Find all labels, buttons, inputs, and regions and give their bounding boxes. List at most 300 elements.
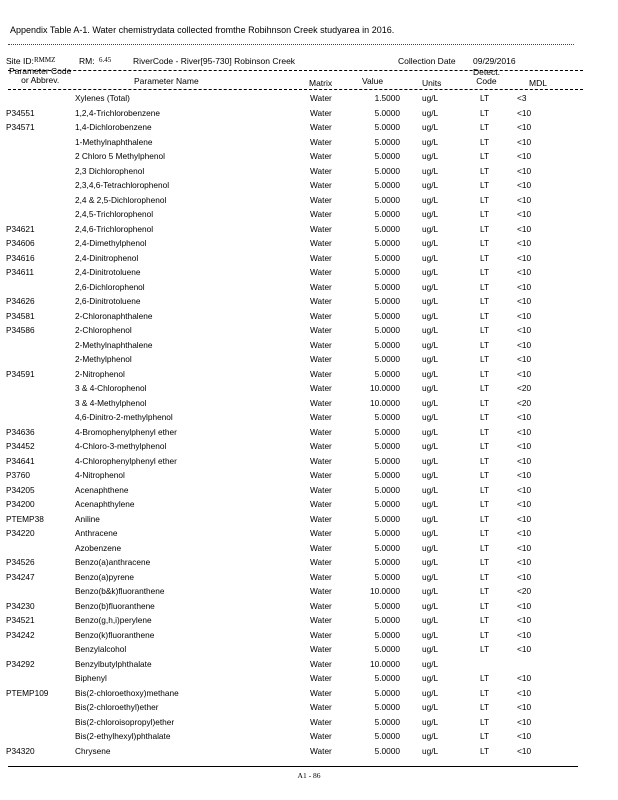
mdl: <10: [517, 542, 532, 553]
matrix: Water: [310, 136, 332, 147]
matrix: Water: [310, 339, 332, 350]
parameter-code: P34247: [6, 571, 35, 582]
units: ug/L: [422, 542, 439, 553]
mdl: <10: [517, 513, 532, 524]
parameter-name: Benzo(k)fluoranthene: [75, 629, 155, 640]
parameter-name: Benzo(a)anthracene: [75, 557, 151, 567]
parameter-code: P34320: [6, 745, 35, 756]
value: 5.0000: [374, 600, 400, 611]
units: ug/L: [422, 499, 439, 509]
parameter-name: 2,3,4,6-Tetrachlorophenol: [75, 180, 170, 190]
parameter-name: 4,6-Dinitro-2-methylphenol: [75, 412, 173, 422]
mdl: <10: [517, 238, 532, 248]
mdl: <10: [517, 687, 532, 698]
value: 5.0000: [374, 354, 400, 364]
detect-code: LT: [480, 136, 490, 147]
table-row: [0, 657, 618, 672]
mdl: <10: [517, 122, 532, 132]
matrix: Water: [310, 702, 332, 712]
table-row: [0, 555, 618, 570]
table-row: [0, 236, 618, 251]
units: ug/L: [422, 136, 439, 147]
mdl: <10: [517, 136, 532, 147]
matrix: Water: [310, 731, 332, 741]
units: ug/L: [422, 296, 439, 306]
mdl: <10: [517, 571, 532, 582]
table-row: [0, 164, 618, 179]
units: ug/L: [422, 441, 439, 451]
table-row: [0, 425, 618, 440]
parameter-name: Acenaphthylene: [75, 499, 135, 509]
mdl: <10: [517, 600, 532, 611]
detect-code: LT: [480, 281, 490, 292]
table-row: [0, 135, 618, 150]
parameter-code: P3760: [6, 470, 30, 480]
table-row: [0, 323, 618, 338]
column-header-matrix: Matrix: [309, 78, 333, 88]
matrix: Water: [310, 557, 332, 567]
column-header-value: Value: [362, 76, 384, 86]
river-code: RiverCode - River[95-730] Robinson Creek: [133, 56, 296, 66]
parameter-code: P34200: [6, 499, 35, 509]
value: 10.0000: [370, 383, 400, 393]
matrix: Water: [310, 586, 332, 596]
units: ug/L: [422, 93, 439, 103]
matrix: Water: [310, 93, 332, 103]
table-row: [0, 265, 618, 280]
table-row: [0, 700, 618, 715]
detect-code: LT: [480, 542, 490, 553]
table-row: [0, 468, 618, 483]
mdl: <10: [517, 223, 532, 234]
detect-code: LT: [480, 368, 490, 379]
units: ug/L: [422, 412, 439, 422]
collection-date-label: Collection Date: [398, 56, 456, 66]
matrix: Water: [310, 397, 332, 408]
value: 5.0000: [374, 180, 400, 190]
value: 5.0000: [374, 499, 400, 509]
value: 5.0000: [374, 151, 400, 161]
mdl: <10: [517, 180, 532, 190]
value: 1.5000: [374, 93, 400, 103]
units: ug/L: [422, 209, 439, 219]
table-row: [0, 613, 618, 628]
mdl: <10: [517, 151, 532, 161]
parameter-name: Bis(2-chloroethyl)ether: [75, 702, 159, 712]
mdl: <10: [517, 731, 532, 741]
mdl: <10: [517, 107, 532, 118]
parameter-name: 4-Bromophenylphenyl ether: [75, 426, 177, 437]
mdl: <10: [517, 629, 532, 640]
detect-code: LT: [480, 644, 490, 654]
table-row: [0, 352, 618, 367]
results-table: [0, 91, 618, 758]
parameter-name: 2,6-Dichlorophenol: [75, 281, 145, 292]
detect-code: LT: [480, 615, 490, 625]
mdl: <10: [517, 528, 532, 538]
detect-code: LT: [480, 673, 490, 683]
table-row: [0, 149, 618, 164]
parameter-code: P34526: [6, 557, 35, 567]
parameter-name: Benzylalcohol: [75, 644, 127, 654]
units: ug/L: [422, 310, 439, 321]
parameter-code: P34452: [6, 441, 35, 451]
mdl: <10: [517, 499, 532, 509]
mdl: <10: [517, 615, 532, 625]
mdl: <10: [517, 484, 532, 495]
parameter-name: Biphenyl: [75, 673, 107, 683]
matrix: Water: [310, 745, 332, 756]
mdl: <10: [517, 644, 532, 654]
table-row: [0, 222, 618, 237]
mdl: <10: [517, 339, 532, 350]
mdl: <3: [517, 93, 527, 103]
matrix: Water: [310, 209, 332, 219]
mdl: <10: [517, 165, 532, 176]
detect-code: LT: [480, 296, 490, 306]
mdl: <10: [517, 557, 532, 567]
detect-code: LT: [480, 412, 490, 422]
detect-code: LT: [480, 731, 490, 741]
mdl: <10: [517, 412, 532, 422]
matrix: Water: [310, 107, 332, 118]
value: 5.0000: [374, 310, 400, 321]
detect-code: LT: [480, 455, 490, 466]
value: 5.0000: [374, 528, 400, 538]
parameter-name: 1,2,4-Trichlorobenzene: [75, 107, 161, 118]
matrix: Water: [310, 310, 332, 321]
matrix: Water: [310, 252, 332, 263]
value: 5.0000: [374, 644, 400, 654]
matrix: Water: [310, 325, 332, 335]
value: 5.0000: [374, 368, 400, 379]
units: ug/L: [422, 325, 439, 335]
matrix: Water: [310, 165, 332, 176]
parameter-code: P34220: [6, 528, 35, 538]
mdl: <10: [517, 745, 532, 756]
parameter-name: Azobenzene: [75, 542, 122, 553]
value: 5.0000: [374, 687, 400, 698]
mdl: <10: [517, 354, 532, 364]
detect-code: LT: [480, 122, 490, 132]
detect-code: LT: [480, 571, 490, 582]
parameter-name: 2-Chloronaphthalene: [75, 310, 153, 321]
column-header-detect-code: Detect. Code: [473, 67, 500, 86]
detect-code: LT: [480, 339, 490, 350]
parameter-name: Benzo(b&k)fluoranthene: [75, 586, 165, 596]
parameter-code: P34571: [6, 122, 35, 132]
mdl: <10: [517, 716, 532, 727]
table-row: [0, 686, 618, 701]
table-row: [0, 512, 618, 527]
units: ug/L: [422, 644, 439, 654]
matrix: Water: [310, 716, 332, 727]
parameter-code: P34636: [6, 426, 35, 437]
mdl: <20: [517, 397, 532, 408]
mdl: <10: [517, 455, 532, 466]
detect-code: LT: [480, 600, 490, 611]
matrix: Water: [310, 180, 332, 190]
footer-divider: [8, 766, 578, 767]
table-row: [0, 642, 618, 657]
units: ug/L: [422, 745, 439, 756]
parameter-name: 2,4-Dinitrophenol: [75, 252, 139, 263]
detect-code: LT: [480, 441, 490, 451]
parameter-name: Acenaphthene: [75, 484, 129, 495]
table-row: [0, 671, 618, 686]
value: 5.0000: [374, 223, 400, 234]
matrix: Water: [310, 600, 332, 611]
table-row: [0, 483, 618, 498]
parameter-name: 2-Nitrophenol: [75, 368, 125, 379]
parameter-name: Bis(2-chloroethoxy)methane: [75, 687, 179, 698]
table-row: [0, 599, 618, 614]
value: 5.0000: [374, 165, 400, 176]
parameter-name: 2,4,6-Trichlorophenol: [75, 223, 154, 234]
parameter-code: P34521: [6, 615, 35, 625]
value: 5.0000: [374, 745, 400, 756]
parameter-name: Xylenes (Total): [75, 93, 130, 103]
matrix: Water: [310, 615, 332, 625]
table-row: [0, 381, 618, 396]
detect-code: LT: [480, 325, 490, 335]
parameter-name: Bis(2-chloroisopropyl)ether: [75, 716, 175, 727]
table-row: [0, 251, 618, 266]
matrix: Water: [310, 267, 332, 277]
mdl: <10: [517, 441, 532, 451]
value: 5.0000: [374, 281, 400, 292]
value: 5.0000: [374, 455, 400, 466]
matrix: Water: [310, 238, 332, 248]
table-row: [0, 715, 618, 730]
matrix: Water: [310, 426, 332, 437]
table-row: [0, 193, 618, 208]
parameter-code: P34621: [6, 223, 35, 234]
mdl: <10: [517, 426, 532, 437]
table-row: [0, 497, 618, 512]
units: ug/L: [422, 731, 439, 741]
mdl: <10: [517, 310, 532, 321]
value: 10.0000: [370, 658, 400, 669]
header-bottom-divider: [8, 89, 583, 90]
collection-date-value: 09/29/2016: [473, 56, 516, 66]
value: 5.0000: [374, 325, 400, 335]
parameter-name: 4-Nitrophenol: [75, 470, 125, 480]
detect-code: LT: [480, 354, 490, 364]
value: 5.0000: [374, 615, 400, 625]
value: 5.0000: [374, 484, 400, 495]
units: ug/L: [422, 470, 439, 480]
detect-code: LT: [480, 180, 490, 190]
units: ug/L: [422, 557, 439, 567]
table-row: [0, 294, 618, 309]
value: 5.0000: [374, 629, 400, 640]
parameter-name: 2-Methylphenol: [75, 354, 132, 364]
detect-code: LT: [480, 165, 490, 176]
units: ug/L: [422, 383, 439, 393]
parameter-name: 2-Methylnaphthalene: [75, 339, 153, 350]
parameter-name: 2,4-Dimethylphenol: [75, 238, 147, 248]
matrix: Water: [310, 194, 332, 205]
value: 5.0000: [374, 107, 400, 118]
detect-code: LT: [480, 716, 490, 727]
units: ug/L: [422, 615, 439, 625]
table-row: [0, 367, 618, 382]
parameter-code: P34616: [6, 252, 35, 263]
value: 5.0000: [374, 716, 400, 727]
table-row: [0, 541, 618, 556]
matrix: Water: [310, 629, 332, 640]
detect-code: LT: [480, 470, 490, 480]
value: 5.0000: [374, 267, 400, 277]
detect-code: LT: [480, 223, 490, 234]
units: ug/L: [422, 687, 439, 698]
detect-code: LT: [480, 151, 490, 161]
value: 5.0000: [374, 209, 400, 219]
parameter-name: Benzo(b)fluoranthene: [75, 600, 155, 611]
parameter-name: Anthracene: [75, 528, 118, 538]
matrix: Water: [310, 441, 332, 451]
matrix: Water: [310, 151, 332, 161]
detect-code: LT: [480, 209, 490, 219]
units: ug/L: [422, 122, 439, 132]
parameter-name: 2,3 Dichlorophenol: [75, 165, 145, 176]
matrix: Water: [310, 658, 332, 669]
parameter-name: Benzylbutylphthalate: [75, 658, 152, 669]
matrix: Water: [310, 542, 332, 553]
detect-code: LT: [480, 252, 490, 263]
value: 5.0000: [374, 542, 400, 553]
value: 5.0000: [374, 426, 400, 437]
units: ug/L: [422, 267, 439, 277]
units: ug/L: [422, 194, 439, 205]
table-row: [0, 584, 618, 599]
parameter-name: Bis(2-ethylhexyl)phthalate: [75, 731, 171, 741]
matrix: Water: [310, 687, 332, 698]
units: ug/L: [422, 354, 439, 364]
parameter-code: P34551: [6, 107, 35, 118]
detect-code: LT: [480, 426, 490, 437]
units: ug/L: [422, 368, 439, 379]
units: ug/L: [422, 673, 439, 683]
table-row: [0, 106, 618, 121]
detect-code: LT: [480, 528, 490, 538]
parameter-name: Benzo(a)pyrene: [75, 571, 135, 582]
parameter-code: P34606: [6, 238, 35, 248]
value: 10.0000: [370, 397, 400, 408]
value: 5.0000: [374, 731, 400, 741]
table-row: [0, 280, 618, 295]
matrix: Water: [310, 122, 332, 132]
table-row: [0, 454, 618, 469]
mdl: <20: [517, 383, 532, 393]
detect-code: LT: [480, 310, 490, 321]
units: ug/L: [422, 252, 439, 263]
column-header-code: Parameter Code or Abbrev.: [9, 66, 72, 85]
mdl: <10: [517, 702, 532, 712]
parameter-code: P34591: [6, 368, 35, 379]
parameter-code: PTEMP38: [6, 513, 44, 524]
value: 5.0000: [374, 412, 400, 422]
parameter-code: P34292: [6, 658, 35, 669]
column-header-name: Parameter Name: [134, 76, 199, 86]
parameter-code: P34205: [6, 484, 35, 495]
table-title: Appendix Table A-1. Water chemistrydata collected fromthe Robihnson Creek studyarea in 2016.: [10, 25, 395, 35]
value: 5.0000: [374, 238, 400, 248]
detect-code: LT: [480, 499, 490, 509]
table-row: [0, 396, 618, 411]
parameter-name: 2 Chloro 5 Methylphenol: [75, 151, 165, 161]
mdl: <10: [517, 470, 532, 480]
value: 5.0000: [374, 252, 400, 263]
parameter-name: Chrysene: [75, 745, 111, 756]
parameter-name: 2,4 & 2,5-Dichlorophenol: [75, 194, 167, 205]
units: ug/L: [422, 716, 439, 727]
page-number: A1 - 86: [297, 771, 321, 780]
table-row: [0, 338, 618, 353]
column-header-mdl: MDL: [529, 78, 547, 88]
parameter-name: 1,4-Dichlorobenzene: [75, 122, 152, 132]
matrix: Water: [310, 513, 332, 524]
units: ug/L: [422, 586, 439, 596]
matrix: Water: [310, 571, 332, 582]
detect-code: LT: [480, 629, 490, 640]
detect-code: LT: [480, 687, 490, 698]
table-row: [0, 120, 618, 135]
mdl: <10: [517, 368, 532, 379]
mdl: <10: [517, 267, 532, 277]
table-row: [0, 91, 618, 106]
value: 5.0000: [374, 702, 400, 712]
units: ug/L: [422, 238, 439, 248]
matrix: Water: [310, 368, 332, 379]
site-id-value: RMMZ: [34, 56, 56, 64]
value: 5.0000: [374, 136, 400, 147]
table-row: [0, 439, 618, 454]
parameter-code: P34586: [6, 325, 35, 335]
units: ug/L: [422, 339, 439, 350]
matrix: Water: [310, 673, 332, 683]
value: 10.0000: [370, 586, 400, 596]
title-divider: [8, 44, 574, 45]
matrix: Water: [310, 528, 332, 538]
units: ug/L: [422, 629, 439, 640]
detect-code: LT: [480, 238, 490, 248]
parameter-name: Aniline: [75, 513, 100, 524]
matrix: Water: [310, 484, 332, 495]
matrix: Water: [310, 455, 332, 466]
detect-code: LT: [480, 267, 490, 277]
mdl: <10: [517, 281, 532, 292]
table-row: [0, 178, 618, 193]
parameter-name: 3 & 4-Methylphenol: [75, 397, 147, 408]
units: ug/L: [422, 165, 439, 176]
value: 5.0000: [374, 513, 400, 524]
units: ug/L: [422, 107, 439, 118]
units: ug/L: [422, 455, 439, 466]
parameter-name: 2-Chlorophenol: [75, 325, 132, 335]
units: ug/L: [422, 426, 439, 437]
matrix: Water: [310, 470, 332, 480]
matrix: Water: [310, 296, 332, 306]
matrix: Water: [310, 223, 332, 234]
value: 5.0000: [374, 122, 400, 132]
matrix: Water: [310, 499, 332, 509]
parameter-name: 2,4-Dinitrotoluene: [75, 267, 141, 277]
units: ug/L: [422, 397, 439, 408]
parameter-code: P34242: [6, 629, 35, 640]
site-metadata: [0, 56, 618, 68]
